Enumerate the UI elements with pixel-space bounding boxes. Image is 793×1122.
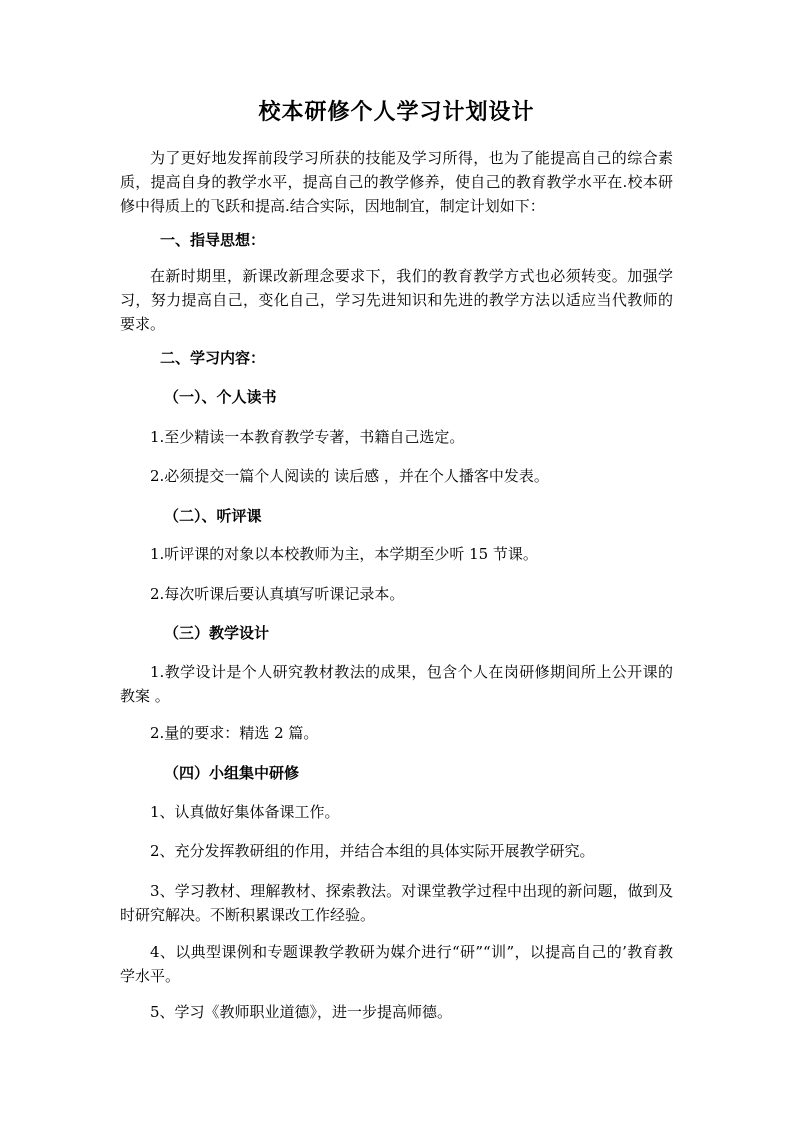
list-item: 2.每次听课后要认真填写听课记录本。: [150, 585, 405, 603]
section-heading-learning-content: 二、学习内容：: [160, 349, 266, 367]
section-heading-guiding-thought: 一、指导思想：: [160, 231, 266, 249]
list-item: 4、以典型课例和专题课教学教研为媒介进行“研”“训”，以提高自己的’教育教学水平。: [120, 943, 673, 985]
list-item: 2.必须提交一篇个人阅读的 读后感 ，并在个人播客中发表。: [150, 467, 549, 485]
guiding-thought-paragraph: 在新时期里，新课改新理念要求下，我们的教育教学方式也必须转变。加强学习，努力提高自己，变化自己，学习先进知识和先进的教学方法以适应当代教师的要求。: [120, 267, 673, 333]
list-item: 1.教学设计是个人研究教材教法的成果，包含个人在岗研修期间所上公开课的 教案 。: [120, 663, 673, 705]
list-item: 1、认真做好集体备课工作。: [150, 803, 340, 821]
list-item: 3、学习教材、理解教材、探索教法。对课堂教学过程中出现的新问题，做到及时研究解决。不断积累课改工作经验。: [120, 882, 673, 924]
list-item: 1.听评课的对象以本校教师为主，本学期至少听 15 节课。: [150, 545, 538, 563]
subsection-heading-group-training: （四）小组集中研修: [164, 764, 300, 782]
list-item: 5、学习《教师职业道德》，进一步提高师德。: [150, 1003, 453, 1021]
list-item: 2、充分发挥教研组的作用，并结合本组的具体实际开展教学研究。: [150, 842, 595, 860]
subsection-heading-lesson-observation: （二）、听评课: [164, 507, 262, 525]
subsection-heading-personal-reading: （一）、个人读书: [164, 388, 277, 406]
list-item: 2.量的要求：精选 2 篇。: [150, 724, 319, 742]
subsection-heading-teaching-design: （三）教学设计: [164, 624, 270, 642]
intro-paragraph: 为了更好地发挥前段学习所获的技能及学习所得，也为了能提高自己的综合素质，提高自身的教学水平，提高自己的教学修养，使自己的教育教学水平在.校本研修中得质上的飞跃和提高.结合实际，因地制宜，制定计划如下：: [120, 149, 673, 215]
list-item: 1.至少精读一本教育教学专著，书籍自己选定。: [150, 428, 465, 446]
document-title: 校本研修个人学习计划设计: [258, 99, 535, 125]
